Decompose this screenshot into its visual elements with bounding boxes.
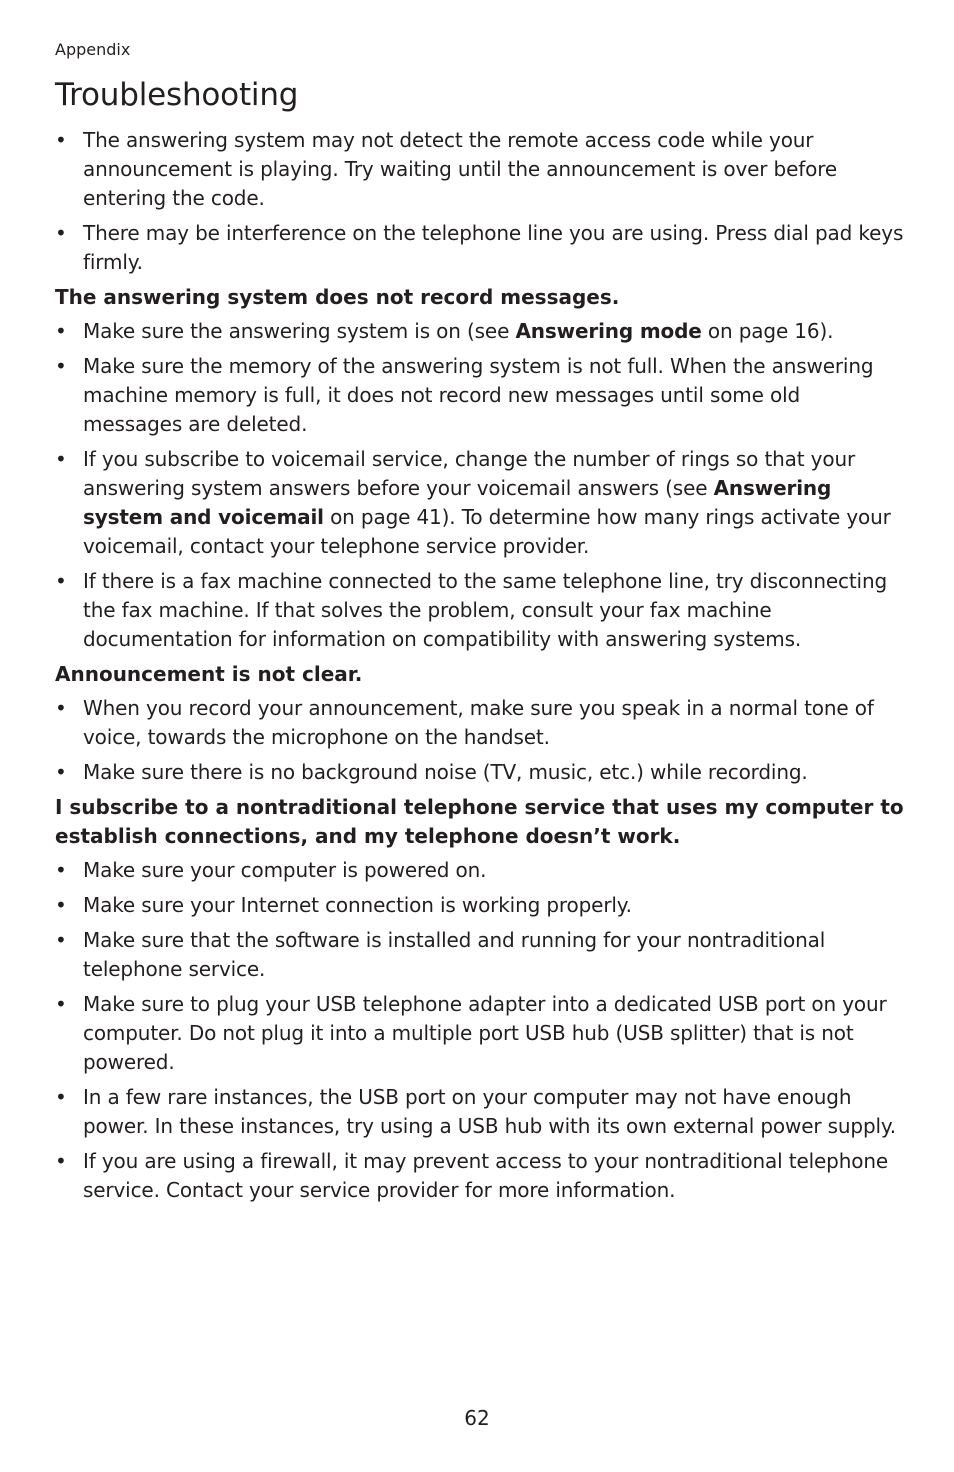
list-item: • When you record your announcement, make sure you speak in a normal tone of voice, towards the microphone on the handset. (55, 694, 905, 752)
manual-page (55, 40, 905, 1211)
list-item: • If there is a fax machine connected to the same telephone line, try disconnecting the fax machine. If that solves the problem, consult your fax machine documentation for information on compatibility with answering systems. (55, 567, 905, 654)
page-number: 62 (464, 1406, 490, 1430)
cross-reference: Answering mode (515, 319, 702, 343)
section-heading-announcement: Announcement is not clear. (55, 662, 363, 686)
list-item: • Make sure there is no background noise (TV, music, etc.) while recording. (55, 758, 905, 787)
intro-list (55, 126, 905, 277)
announcement-list (55, 694, 905, 787)
list-item: • If you subscribe to voicemail service, change the number of rings so that your answering system answers before your voicemail answers (see Answering system and voicemail on page 41). To determine how many rings activate your voicemail, contact your telephone service provider. (55, 445, 905, 561)
list-item: • If you are using a firewall, it may prevent access to your nontraditional telephone service. Contact your service provider for more information. (55, 1147, 905, 1205)
list-item: • The answering system may not detect the remote access code while your announcement is playing. Try waiting until the announcement is over before entering the code. (55, 126, 905, 213)
list-item: • Make sure the answering system is on (see Answering mode on page 16). (55, 317, 905, 346)
list-item: • Make sure that the software is installed and running for your nontraditional telephone service. (55, 926, 905, 984)
list-item: • In a few rare instances, the USB port on your computer may not have enough power. In these instances, try using a USB hub with its own external power supply. (55, 1083, 905, 1141)
list-item: • Make sure the memory of the answering system is not full. When the answering machine memory is full, it does not record new messages until some old messages are deleted. (55, 352, 905, 439)
page-title: Troubleshooting (55, 77, 299, 113)
record-list (55, 317, 905, 654)
list-item: • Make sure your computer is powered on. (55, 856, 905, 885)
list-item: • There may be interference on the telephone line you are using. Press dial pad keys firmly. (55, 219, 905, 277)
list-item: • Make sure to plug your USB telephone adapter into a dedicated USB port on your computer. Do not plug it into a multiple port USB hub (USB splitter) that is not powered. (55, 990, 905, 1077)
section-label: Appendix (55, 40, 131, 59)
cross-reference: Answering system and voicemail (83, 476, 832, 529)
list-item: • Make sure your Internet connection is working properly. (55, 891, 905, 920)
section-heading-record: The answering system does not record messages. (55, 285, 620, 309)
section-heading-voip: I subscribe to a nontraditional telephone service that uses my computer to establish connections, and my telephone doesn’t work. (55, 795, 904, 848)
voip-list (55, 856, 905, 1205)
